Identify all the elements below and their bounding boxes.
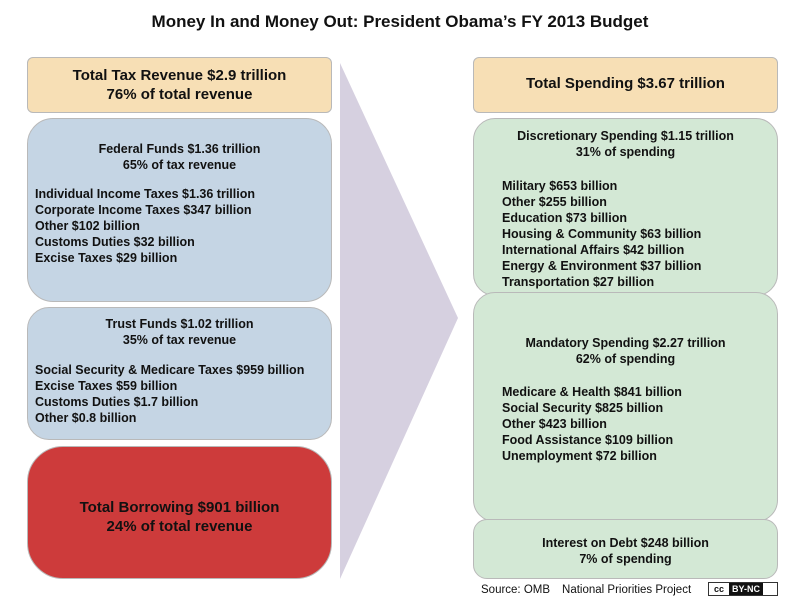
borrowing-line1: Total Borrowing $901 billion	[79, 499, 280, 516]
list-item: Other $102 billion	[35, 219, 140, 233]
list-item: Social Security & Medicare Taxes $959 billion	[35, 363, 305, 377]
cc-icon: cc	[709, 583, 729, 595]
discretionary-heading: Discretionary Spending $1.15 trillion	[517, 129, 734, 143]
list-item: Food Assistance $109 billion	[502, 433, 674, 447]
list-item: Excise Taxes $59 billion	[35, 379, 178, 393]
trust-funds-box	[27, 307, 332, 440]
federal-funds-heading: Federal Funds $1.36 trillion	[98, 142, 261, 156]
federal-funds-list	[35, 186, 255, 266]
list-item: Corporate Income Taxes $347 billion	[35, 203, 252, 217]
source-credit	[481, 584, 703, 596]
license-badge	[708, 582, 778, 596]
discretionary-spending-box	[473, 118, 778, 296]
borrowing-line2: 24% of total revenue	[106, 518, 253, 535]
interest-line1: Interest on Debt $248 billion	[542, 536, 709, 550]
list-item: Customs Duties $1.7 billion	[35, 395, 199, 409]
total-spending-label: Total Spending $3.67 trillion	[526, 75, 725, 92]
tax-total-line2: 76% of total revenue	[106, 86, 253, 103]
trust-funds-share: 35% of tax revenue	[122, 333, 237, 347]
list-item: Housing & Community $63 billion	[502, 227, 702, 241]
flow-arrow-shape	[340, 63, 458, 579]
list-item: Education $73 billion	[502, 211, 628, 225]
list-item: Military $653 billion	[502, 179, 618, 193]
tax-total-line1: Total Tax Revenue $2.9 trillion	[72, 67, 287, 84]
list-item: Excise Taxes $29 billion	[35, 251, 178, 265]
list-item: International Affairs $42 billion	[502, 243, 685, 257]
mandatory-share: 62% of spending	[575, 352, 676, 366]
list-item: Other $255 billion	[502, 195, 607, 209]
list-item: Other $0.8 billion	[35, 411, 137, 425]
source-label: Source: OMB	[481, 584, 551, 596]
trust-funds-heading: Trust Funds $1.02 trillion	[105, 317, 254, 331]
list-item: Other $423 billion	[502, 417, 607, 431]
mandatory-spending-box	[473, 292, 778, 522]
discretionary-share: 31% of spending	[575, 145, 676, 159]
trust-funds-list	[35, 362, 304, 426]
mandatory-heading: Mandatory Spending $2.27 trillion	[525, 336, 726, 350]
page-title: Money In and Money Out: President Obama’s FY 2013 Budget	[151, 12, 649, 31]
federal-funds-box	[27, 118, 332, 302]
org-label: National Priorities Project	[562, 584, 692, 596]
discretionary-list	[502, 178, 701, 290]
list-item: Unemployment $72 billion	[502, 449, 657, 463]
interest-line2: 7% of spending	[579, 552, 672, 566]
interest-on-debt-box	[473, 519, 778, 579]
list-item: Individual Income Taxes $1.36 trillion	[35, 187, 255, 201]
mandatory-list	[502, 384, 682, 464]
list-item: Medicare & Health $841 billion	[502, 385, 682, 399]
total-borrowing-box	[27, 446, 332, 579]
list-item: Energy & Environment $37 billion	[502, 259, 702, 273]
total-tax-revenue-box	[27, 57, 332, 113]
total-spending-box	[473, 57, 778, 113]
list-item: Social Security $825 billion	[502, 401, 664, 415]
license-label: BY-NC	[729, 583, 763, 595]
federal-funds-share: 65% of tax revenue	[122, 158, 237, 172]
list-item: Transportation $27 billion	[502, 275, 655, 289]
list-item: Customs Duties $32 billion	[35, 235, 195, 249]
